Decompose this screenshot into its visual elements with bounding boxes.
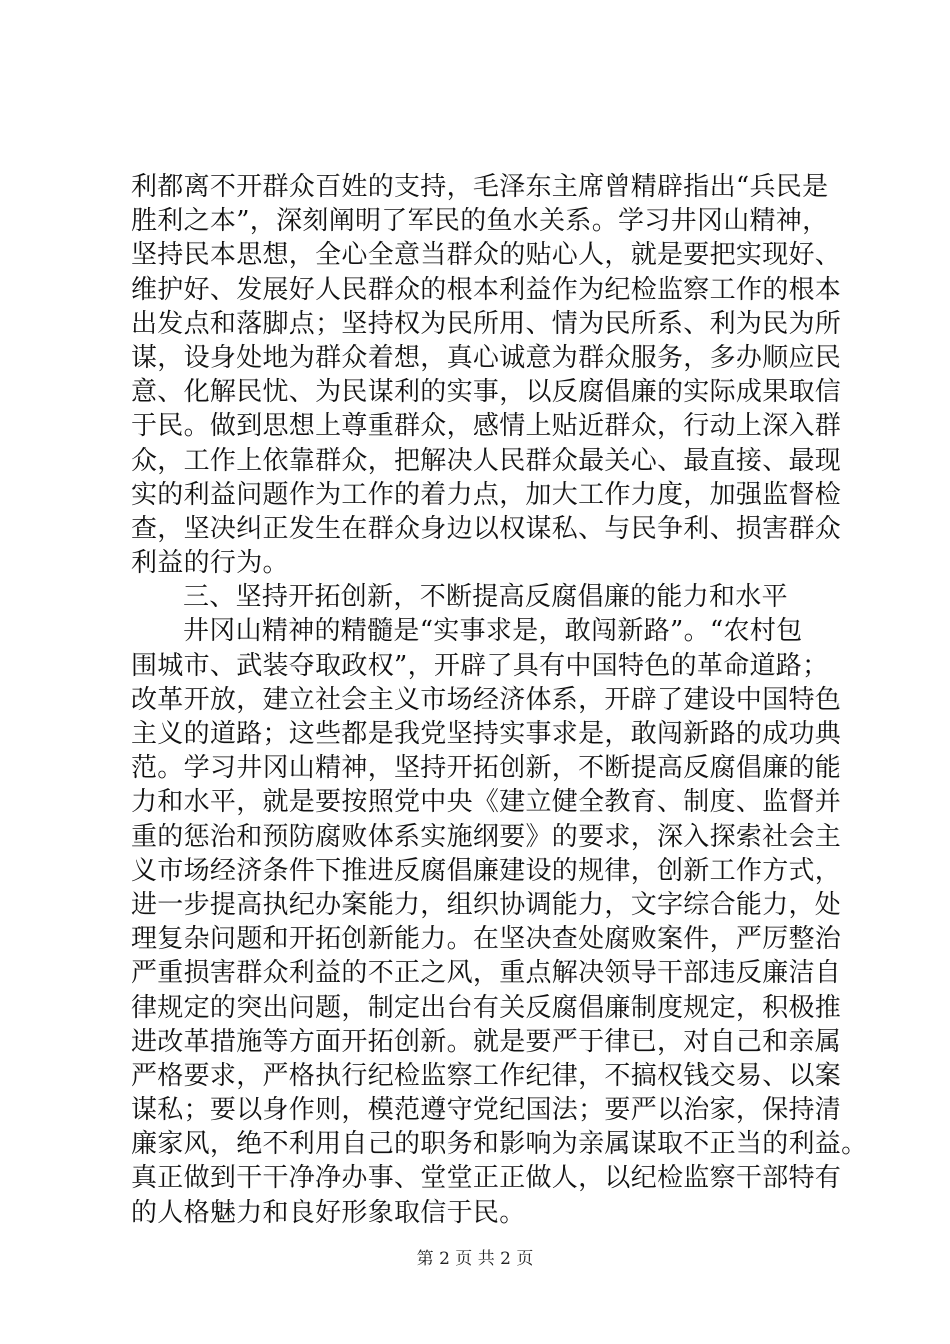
text-line: 围城市、武装夺取政权”，开辟了具有中国特色的革命道路； [131,650,829,681]
text-line: 利益的行为。 [131,548,289,579]
text-line: 三、坚持开拓创新，不断提高反腐倡廉的能力和水平 [183,582,788,613]
text-line: 查，坚决纠正发生在群众身边以权谋私、与民争利、损害群众 [131,513,842,544]
text-line: 律规定的突出问题，制定出台有关反腐倡廉制度规定，积极推 [131,992,842,1023]
text-line: 真正做到干干净净办事、堂堂正正做人，以纪检监察干部特有 [131,1163,842,1194]
text-line: 理复杂问题和开拓创新能力。在坚决查处腐败案件，严厉整治 [131,924,842,955]
text-line: 义市场经济条件下推进反腐倡廉建设的规律，创新工作方式， [131,855,842,886]
text-line: 的人格魅力和良好形象取信于民。 [131,1197,526,1228]
page-footer: 第 2 页 共 2 页 [416,1249,534,1269]
text-line: 力和水平，就是要按照党中央《建立健全教育、制度、监督并 [131,787,842,818]
text-line: 维护好、发展好人民群众的根本利益作为纪检监察工作的根本 [131,274,842,305]
text-line: 进改革措施等方面开拓创新。就是要严于律已，对自己和亲属 [131,1026,842,1057]
text-line: 严重损害群众利益的不正之风，重点解决领导干部违反廉洁自 [131,958,842,989]
text-line: 重的惩治和预防腐败体系实施纲要》的要求，深入探索社会主 [131,821,842,852]
text-line: 进一步提高执纪办案能力，组织协调能力，文字综合能力，处 [131,889,842,920]
text-line: 改革开放，建立社会主义市场经济体系，开辟了建设中国特色 [131,684,842,715]
text-line: 严格要求，严格执行纪检监察工作纪律，不搞权钱交易、以案 [131,1060,842,1091]
document-body [131,170,868,1230]
text-line: 范。学习井冈山精神，坚持开拓创新，不断提高反腐倡廉的能 [131,753,842,784]
text-line: 众，工作上依靠群众，把解决人民群众最关心、最直接、最现 [131,445,842,476]
text-line: 出发点和落脚点；坚持权为民所用、情为民所系、利为民为所 [131,308,842,339]
text-line: 坚持民本思想，全心全意当群众的贴心人，就是要把实现好、 [131,240,842,271]
text-line: 实的利益问题作为工作的着力点，加大工作力度，加强监督检 [131,479,842,510]
text-line: 意、化解民忧、为民谋利的实事，以反腐倡廉的实际成果取信 [131,377,842,408]
text-line: 主义的道路；这些都是我党坚持实事求是，敢闯新路的成功典 [131,719,842,749]
text-line: 利都离不开群众百姓的支持，毛泽东主席曾精辟指出“兵民是 [131,172,829,202]
text-line: 谋私；要以身作则，模范遵守党纪国法；要严以治家，保持清 [131,1095,842,1126]
text-line: 胜利之本”，深刻阐明了军民的鱼水关系。学习井冈山精神， [131,206,829,237]
text-line: 谋，设身处地为群众着想，真心诚意为群众服务，多办顺应民 [131,342,842,373]
text-line: 廉家风，绝不利用自己的职务和影响为亲属谋取不正当的利益。 [131,1129,868,1160]
text-line: 于民。做到思想上尊重群众，感情上贴近群众，行动上深入群 [131,411,842,442]
text-line: 井冈山精神的精髓是“实事求是，敢闯新路”。“农村包 [183,616,803,647]
